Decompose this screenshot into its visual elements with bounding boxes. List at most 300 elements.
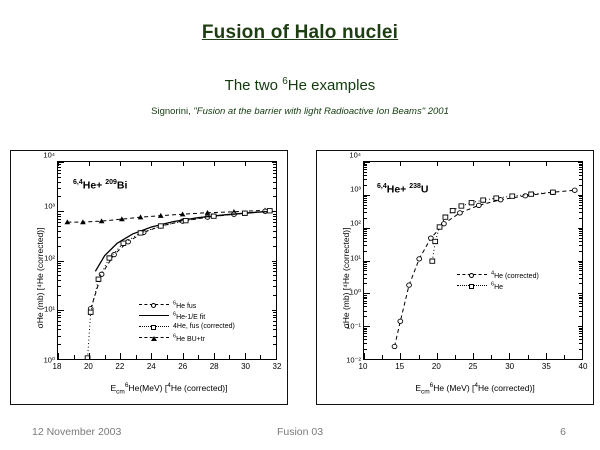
y-tick-minor bbox=[364, 333, 367, 334]
y-tick-minor bbox=[273, 329, 276, 330]
y-tick-minor bbox=[364, 185, 367, 186]
y-tick-minor bbox=[58, 216, 61, 217]
y-tick-minor bbox=[273, 167, 276, 168]
y-tick-minor bbox=[273, 317, 276, 318]
y-tick-minor bbox=[273, 177, 276, 178]
data-point bbox=[392, 344, 397, 348]
y-tick-minor bbox=[273, 336, 276, 337]
y-tick-minor bbox=[579, 264, 582, 265]
x-title-tail-left: He (corrected)] bbox=[170, 383, 228, 394]
y-tick-label: 10⁰ bbox=[349, 287, 361, 297]
data-point bbox=[88, 310, 93, 314]
data-point bbox=[437, 225, 442, 229]
y-tick-minor bbox=[273, 280, 276, 281]
y-tick-minor bbox=[364, 297, 367, 298]
y-tick-minor bbox=[58, 173, 61, 174]
x-title-main-left: E bbox=[110, 383, 117, 394]
data-point bbox=[107, 256, 112, 260]
slide-footer bbox=[0, 426, 600, 442]
chart-panel-he-u bbox=[316, 150, 594, 405]
y-tick-minor bbox=[579, 283, 582, 284]
y-tick-minor bbox=[364, 274, 367, 275]
x-title-sup2-left: 4 bbox=[167, 382, 171, 390]
y-tick bbox=[58, 162, 64, 163]
x-tick-minor bbox=[382, 355, 383, 359]
tag-mid-right: He+ bbox=[386, 183, 410, 196]
y-tick-minor bbox=[273, 246, 276, 247]
y-tick-minor bbox=[364, 167, 367, 168]
legend-item[interactable] bbox=[457, 280, 539, 291]
y-tick bbox=[578, 326, 582, 327]
legend-item[interactable] bbox=[139, 310, 235, 321]
y-tick-minor bbox=[58, 325, 61, 326]
x-tick bbox=[183, 353, 184, 359]
data-point bbox=[96, 277, 101, 281]
y-tick-minor bbox=[579, 328, 582, 329]
y-tick-minor bbox=[273, 170, 276, 171]
x-axis-title-he-bi bbox=[57, 382, 281, 396]
y-tick-minor bbox=[364, 264, 367, 265]
x-tick bbox=[214, 353, 215, 359]
y-tick-minor bbox=[364, 298, 367, 299]
x-tick bbox=[151, 162, 152, 166]
y-tick-minor bbox=[364, 208, 367, 209]
y-tick-minor bbox=[273, 265, 276, 266]
y-tick-minor bbox=[579, 306, 582, 307]
legend-key bbox=[139, 326, 169, 328]
x-tick bbox=[245, 162, 246, 166]
y-tick-label: 10⁴ bbox=[43, 150, 55, 160]
y-tick-minor bbox=[579, 169, 582, 170]
y-tick-minor bbox=[273, 216, 276, 217]
footer-conference: Fusion 03 bbox=[276, 426, 324, 438]
y-tick bbox=[272, 261, 276, 262]
data-point bbox=[158, 224, 163, 228]
legend-key bbox=[139, 337, 169, 339]
y-tick-label: 10⁻¹ bbox=[346, 321, 361, 331]
legend-key bbox=[139, 304, 169, 306]
subtitle-pre: The two bbox=[224, 77, 283, 94]
y-tick-minor bbox=[364, 235, 367, 236]
y-tick-minor bbox=[364, 266, 367, 267]
y-tick-minor bbox=[58, 177, 61, 178]
legend-item[interactable] bbox=[139, 332, 235, 343]
x-title-tail-right: He (corrected)] bbox=[478, 383, 535, 394]
y-tick bbox=[578, 195, 582, 196]
data-point bbox=[476, 203, 481, 207]
y-tick-minor bbox=[579, 297, 582, 298]
y-tick-minor bbox=[58, 196, 61, 197]
x-tick-minor bbox=[564, 355, 565, 359]
y-tick-minor bbox=[579, 179, 582, 180]
y-tick-minor bbox=[273, 222, 276, 223]
x-tick bbox=[120, 353, 121, 359]
y-tick-minor bbox=[579, 270, 582, 271]
y-tick-minor bbox=[579, 212, 582, 213]
x-tick bbox=[400, 353, 401, 359]
y-tick-minor bbox=[364, 343, 367, 344]
y-tick-minor bbox=[58, 336, 61, 337]
y-tick-minor bbox=[364, 278, 367, 279]
y-tick-minor bbox=[579, 266, 582, 267]
x-tick bbox=[89, 353, 90, 359]
x-tick-label: 10 bbox=[358, 362, 368, 371]
y-tick-minor bbox=[579, 205, 582, 206]
y-tick-minor bbox=[58, 214, 61, 215]
plot-area-he-u bbox=[363, 161, 583, 360]
x-tick-label: 24 bbox=[146, 362, 156, 371]
y-tick-minor bbox=[58, 219, 61, 220]
y-tick-minor bbox=[364, 283, 367, 284]
y-tick-minor bbox=[58, 321, 61, 322]
y-tick-minor bbox=[579, 165, 582, 166]
y-tick-minor bbox=[364, 316, 367, 317]
y-tick-minor bbox=[364, 196, 367, 197]
y-tick-minor bbox=[579, 185, 582, 186]
data-point bbox=[138, 214, 144, 219]
legend-marker bbox=[151, 336, 157, 341]
y-tick bbox=[58, 261, 64, 262]
y-tick-minor bbox=[273, 268, 276, 269]
x-tick-minor bbox=[198, 355, 199, 359]
y-tick-minor bbox=[364, 175, 367, 176]
y-tick-minor bbox=[58, 312, 61, 313]
x-tick-label: 25 bbox=[468, 362, 478, 371]
y-tick bbox=[578, 228, 582, 229]
y-tick bbox=[272, 162, 276, 163]
y-tick-minor bbox=[579, 233, 582, 234]
y-tick-minor bbox=[273, 312, 276, 313]
y-tick-minor bbox=[579, 245, 582, 246]
slide-credit bbox=[0, 106, 600, 117]
x-tick bbox=[183, 162, 184, 166]
x-tick-label: 40 bbox=[578, 362, 588, 371]
curves-he-u bbox=[364, 162, 582, 359]
y-tick-minor bbox=[273, 271, 276, 272]
y-tick bbox=[58, 359, 64, 360]
x-title-rest-left: He(MeV) [ bbox=[128, 383, 168, 394]
y-tick-minor bbox=[579, 167, 582, 168]
x-title-sub-left: cm bbox=[116, 389, 125, 396]
y-tick bbox=[272, 310, 276, 311]
y-tick bbox=[578, 293, 582, 294]
y-tick-minor bbox=[273, 164, 276, 165]
y-tick-minor bbox=[364, 205, 367, 206]
y-tick-minor bbox=[58, 268, 61, 269]
y-axis-title-he-bi bbox=[35, 203, 45, 353]
subtitle-superscript: 6 bbox=[282, 76, 288, 87]
y-tick-minor bbox=[364, 331, 367, 332]
data-point bbox=[459, 204, 464, 208]
x-tick-label: 35 bbox=[541, 362, 551, 371]
x-title-rest-right: He (MeV) [ bbox=[433, 383, 475, 394]
legend-item[interactable] bbox=[139, 299, 235, 310]
y-tick-minor bbox=[273, 182, 276, 183]
series-line bbox=[432, 192, 553, 261]
y-axis-title-he-u bbox=[341, 203, 351, 353]
legend-label: $^6$He fus bbox=[173, 301, 197, 311]
y-tick-minor bbox=[579, 331, 582, 332]
data-point bbox=[494, 196, 499, 200]
x-tick-label: 28 bbox=[209, 362, 219, 371]
y-tick-minor bbox=[58, 265, 61, 266]
x-tick bbox=[546, 162, 547, 166]
x-tick-label: 32 bbox=[272, 362, 282, 371]
y-tick bbox=[578, 261, 582, 262]
data-point bbox=[183, 218, 188, 222]
legend-marker bbox=[469, 273, 474, 278]
y-tick-label: 10⁻² bbox=[346, 355, 361, 365]
y-tick-minor bbox=[364, 233, 367, 234]
y-tick-minor bbox=[364, 172, 367, 173]
tag-pre-sup-left: 6,4 bbox=[73, 179, 83, 186]
x-tick bbox=[473, 162, 474, 166]
x-tick bbox=[151, 353, 152, 359]
tag-post-right: U bbox=[420, 183, 429, 196]
y-tick-minor bbox=[579, 172, 582, 173]
y-tick-minor bbox=[273, 214, 276, 215]
y-tick-minor bbox=[58, 167, 61, 168]
data-point bbox=[433, 239, 438, 243]
x-tick-minor bbox=[167, 355, 168, 359]
y-tick-minor bbox=[364, 268, 367, 269]
y-tick-minor bbox=[579, 274, 582, 275]
x-tick-label: 30 bbox=[241, 362, 251, 371]
y-tick-minor bbox=[58, 188, 61, 189]
data-point bbox=[121, 241, 126, 245]
y-tick-minor bbox=[579, 278, 582, 279]
legend-label: $^4$He (corrected) bbox=[491, 271, 539, 281]
y-tick-minor bbox=[273, 196, 276, 197]
y-tick-label: 10² bbox=[350, 218, 361, 228]
y-tick-minor bbox=[579, 196, 582, 197]
x-axis-labels-he-u bbox=[358, 362, 588, 374]
series-line bbox=[91, 211, 265, 309]
y-tick-minor bbox=[364, 200, 367, 201]
y-tick bbox=[364, 359, 370, 360]
y-tick-minor bbox=[58, 237, 61, 238]
subtitle-post: He examples bbox=[287, 77, 376, 94]
y-tick-minor bbox=[364, 198, 367, 199]
y-tick bbox=[364, 195, 370, 196]
y-tick-minor bbox=[58, 317, 61, 318]
y-tick-minor bbox=[58, 246, 61, 247]
y-tick-minor bbox=[58, 222, 61, 223]
y-tick-minor bbox=[364, 270, 367, 271]
data-point bbox=[458, 211, 463, 215]
data-point bbox=[443, 215, 448, 219]
data-point bbox=[572, 188, 577, 192]
data-point bbox=[398, 319, 403, 323]
legend-item[interactable] bbox=[139, 321, 235, 332]
slide-title-text: Fusion of Halo nuclei bbox=[201, 22, 399, 43]
x-tick-minor bbox=[74, 355, 75, 359]
y-tick-minor bbox=[58, 170, 61, 171]
y-tick-minor bbox=[273, 263, 276, 264]
y-tick-minor bbox=[364, 339, 367, 340]
y-tick-minor bbox=[364, 169, 367, 170]
y-tick bbox=[272, 211, 276, 212]
y-tick-minor bbox=[579, 164, 582, 165]
x-tick bbox=[276, 353, 277, 359]
y-tick bbox=[58, 211, 64, 212]
y-tick-minor bbox=[579, 262, 582, 263]
data-point bbox=[481, 198, 486, 202]
legend-item[interactable] bbox=[457, 269, 539, 280]
y-tick-label: 10³ bbox=[44, 201, 55, 211]
y-tick-minor bbox=[364, 212, 367, 213]
y-tick-minor bbox=[579, 295, 582, 296]
y-tick-minor bbox=[364, 241, 367, 242]
y-tick-minor bbox=[58, 286, 61, 287]
y-tick-minor bbox=[364, 306, 367, 307]
y-tick-minor bbox=[579, 235, 582, 236]
x-tick bbox=[400, 162, 401, 166]
y-tick-minor bbox=[58, 271, 61, 272]
y-tick-minor bbox=[579, 229, 582, 230]
slide-subtitle bbox=[0, 76, 600, 94]
y-tick-minor bbox=[364, 262, 367, 263]
y-tick bbox=[578, 162, 582, 163]
y-tick bbox=[272, 359, 276, 360]
x-tick-minor bbox=[105, 355, 106, 359]
y-tick-minor bbox=[579, 349, 582, 350]
y-tick-minor bbox=[364, 295, 367, 296]
y-tick-minor bbox=[364, 164, 367, 165]
y-tick-minor bbox=[273, 231, 276, 232]
x-tick bbox=[437, 162, 438, 166]
data-point bbox=[407, 283, 412, 287]
y-tick-minor bbox=[58, 329, 61, 330]
x-tick-minor bbox=[419, 355, 420, 359]
data-point bbox=[430, 259, 435, 263]
x-tick-label: 30 bbox=[505, 362, 515, 371]
y-tick-minor bbox=[58, 275, 61, 276]
y-tick-minor bbox=[579, 333, 582, 334]
y-tick-minor bbox=[273, 173, 276, 174]
y-tick-minor bbox=[58, 280, 61, 281]
y-tick bbox=[578, 359, 582, 360]
y-tick-minor bbox=[364, 251, 367, 252]
y-tick-minor bbox=[58, 315, 61, 316]
legend-he-u bbox=[457, 269, 539, 291]
x-tick-label: 20 bbox=[431, 362, 441, 371]
x-tick bbox=[509, 353, 510, 359]
y-tick-minor bbox=[579, 336, 582, 337]
y-tick bbox=[364, 162, 370, 163]
y-tick bbox=[364, 261, 370, 262]
data-point bbox=[211, 214, 216, 218]
data-point bbox=[112, 252, 117, 256]
x-tick-minor bbox=[455, 355, 456, 359]
y-tick-minor bbox=[579, 241, 582, 242]
y-tick-minor bbox=[579, 316, 582, 317]
y-tick-minor bbox=[579, 311, 582, 312]
y-tick-minor bbox=[579, 251, 582, 252]
y-tick-minor bbox=[364, 229, 367, 230]
y-tick-minor bbox=[58, 231, 61, 232]
data-point bbox=[523, 194, 528, 198]
x-tick bbox=[245, 353, 246, 359]
data-point bbox=[99, 272, 104, 276]
x-tick bbox=[546, 353, 547, 359]
legend-marker bbox=[151, 325, 156, 330]
legend-key bbox=[139, 315, 169, 317]
x-tick bbox=[437, 353, 438, 359]
y-tick bbox=[364, 326, 370, 327]
y-tick-label: 10⁴ bbox=[349, 150, 361, 160]
y-tick-minor bbox=[58, 182, 61, 183]
legend-he-bi bbox=[139, 299, 235, 343]
x-tick bbox=[120, 162, 121, 166]
legend-key bbox=[457, 274, 487, 276]
data-point bbox=[469, 201, 474, 205]
y-tick-minor bbox=[364, 303, 367, 304]
x-tick bbox=[89, 162, 90, 166]
x-tick bbox=[214, 162, 215, 166]
x-tick-label: 22 bbox=[115, 362, 125, 371]
legend-label: $^6$He bbox=[491, 282, 504, 292]
y-tick bbox=[58, 310, 64, 311]
y-tick-minor bbox=[579, 200, 582, 201]
y-tick-minor bbox=[364, 328, 367, 329]
y-tick-minor bbox=[58, 295, 61, 296]
y-tick-minor bbox=[273, 325, 276, 326]
x-title-sup2-right: 4 bbox=[474, 382, 478, 390]
y-tick-minor bbox=[579, 303, 582, 304]
y-tick-minor bbox=[364, 336, 367, 337]
x-tick-minor bbox=[229, 355, 230, 359]
x-axis-title-he-u bbox=[363, 382, 587, 396]
y-tick-minor bbox=[579, 238, 582, 239]
y-tick-minor bbox=[364, 329, 367, 330]
legend-label: $^6$He BU+tr bbox=[173, 334, 206, 344]
y-tick-label: 10² bbox=[44, 253, 55, 262]
y-tick-minor bbox=[579, 329, 582, 330]
data-point bbox=[450, 208, 455, 212]
y-tick-minor bbox=[364, 238, 367, 239]
y-tick-minor bbox=[579, 298, 582, 299]
tag-sup-right: 238 bbox=[409, 183, 421, 190]
y-tick-minor bbox=[364, 245, 367, 246]
tag-post-left: Bi bbox=[116, 179, 128, 192]
y-tick-minor bbox=[273, 275, 276, 276]
x-tick-minor bbox=[260, 355, 261, 359]
x-tick bbox=[473, 353, 474, 359]
y-tick-minor bbox=[364, 231, 367, 232]
data-point bbox=[417, 257, 422, 261]
y-tick-minor bbox=[273, 188, 276, 189]
y-tick-minor bbox=[273, 237, 276, 238]
y-tick-minor bbox=[273, 321, 276, 322]
x-tick-label: 26 bbox=[178, 362, 188, 371]
x-tick-label: 18 bbox=[52, 362, 62, 371]
y-tick-minor bbox=[58, 226, 61, 227]
y-tick-minor bbox=[364, 179, 367, 180]
credit-author: Signorini, bbox=[151, 106, 194, 117]
footer-page-number: 6 bbox=[560, 426, 566, 438]
y-tick-minor bbox=[579, 301, 582, 302]
x-tick bbox=[582, 353, 583, 359]
y-tick-minor bbox=[364, 218, 367, 219]
x-tick-minor bbox=[136, 355, 137, 359]
y-tick-minor bbox=[364, 349, 367, 350]
y-tick-minor bbox=[273, 219, 276, 220]
y-tick-minor bbox=[579, 268, 582, 269]
tag-mid-left: He+ bbox=[82, 179, 106, 192]
y-tick-label: 10¹ bbox=[44, 304, 55, 314]
legend-label: $^6$He-1/E fit bbox=[173, 312, 206, 322]
